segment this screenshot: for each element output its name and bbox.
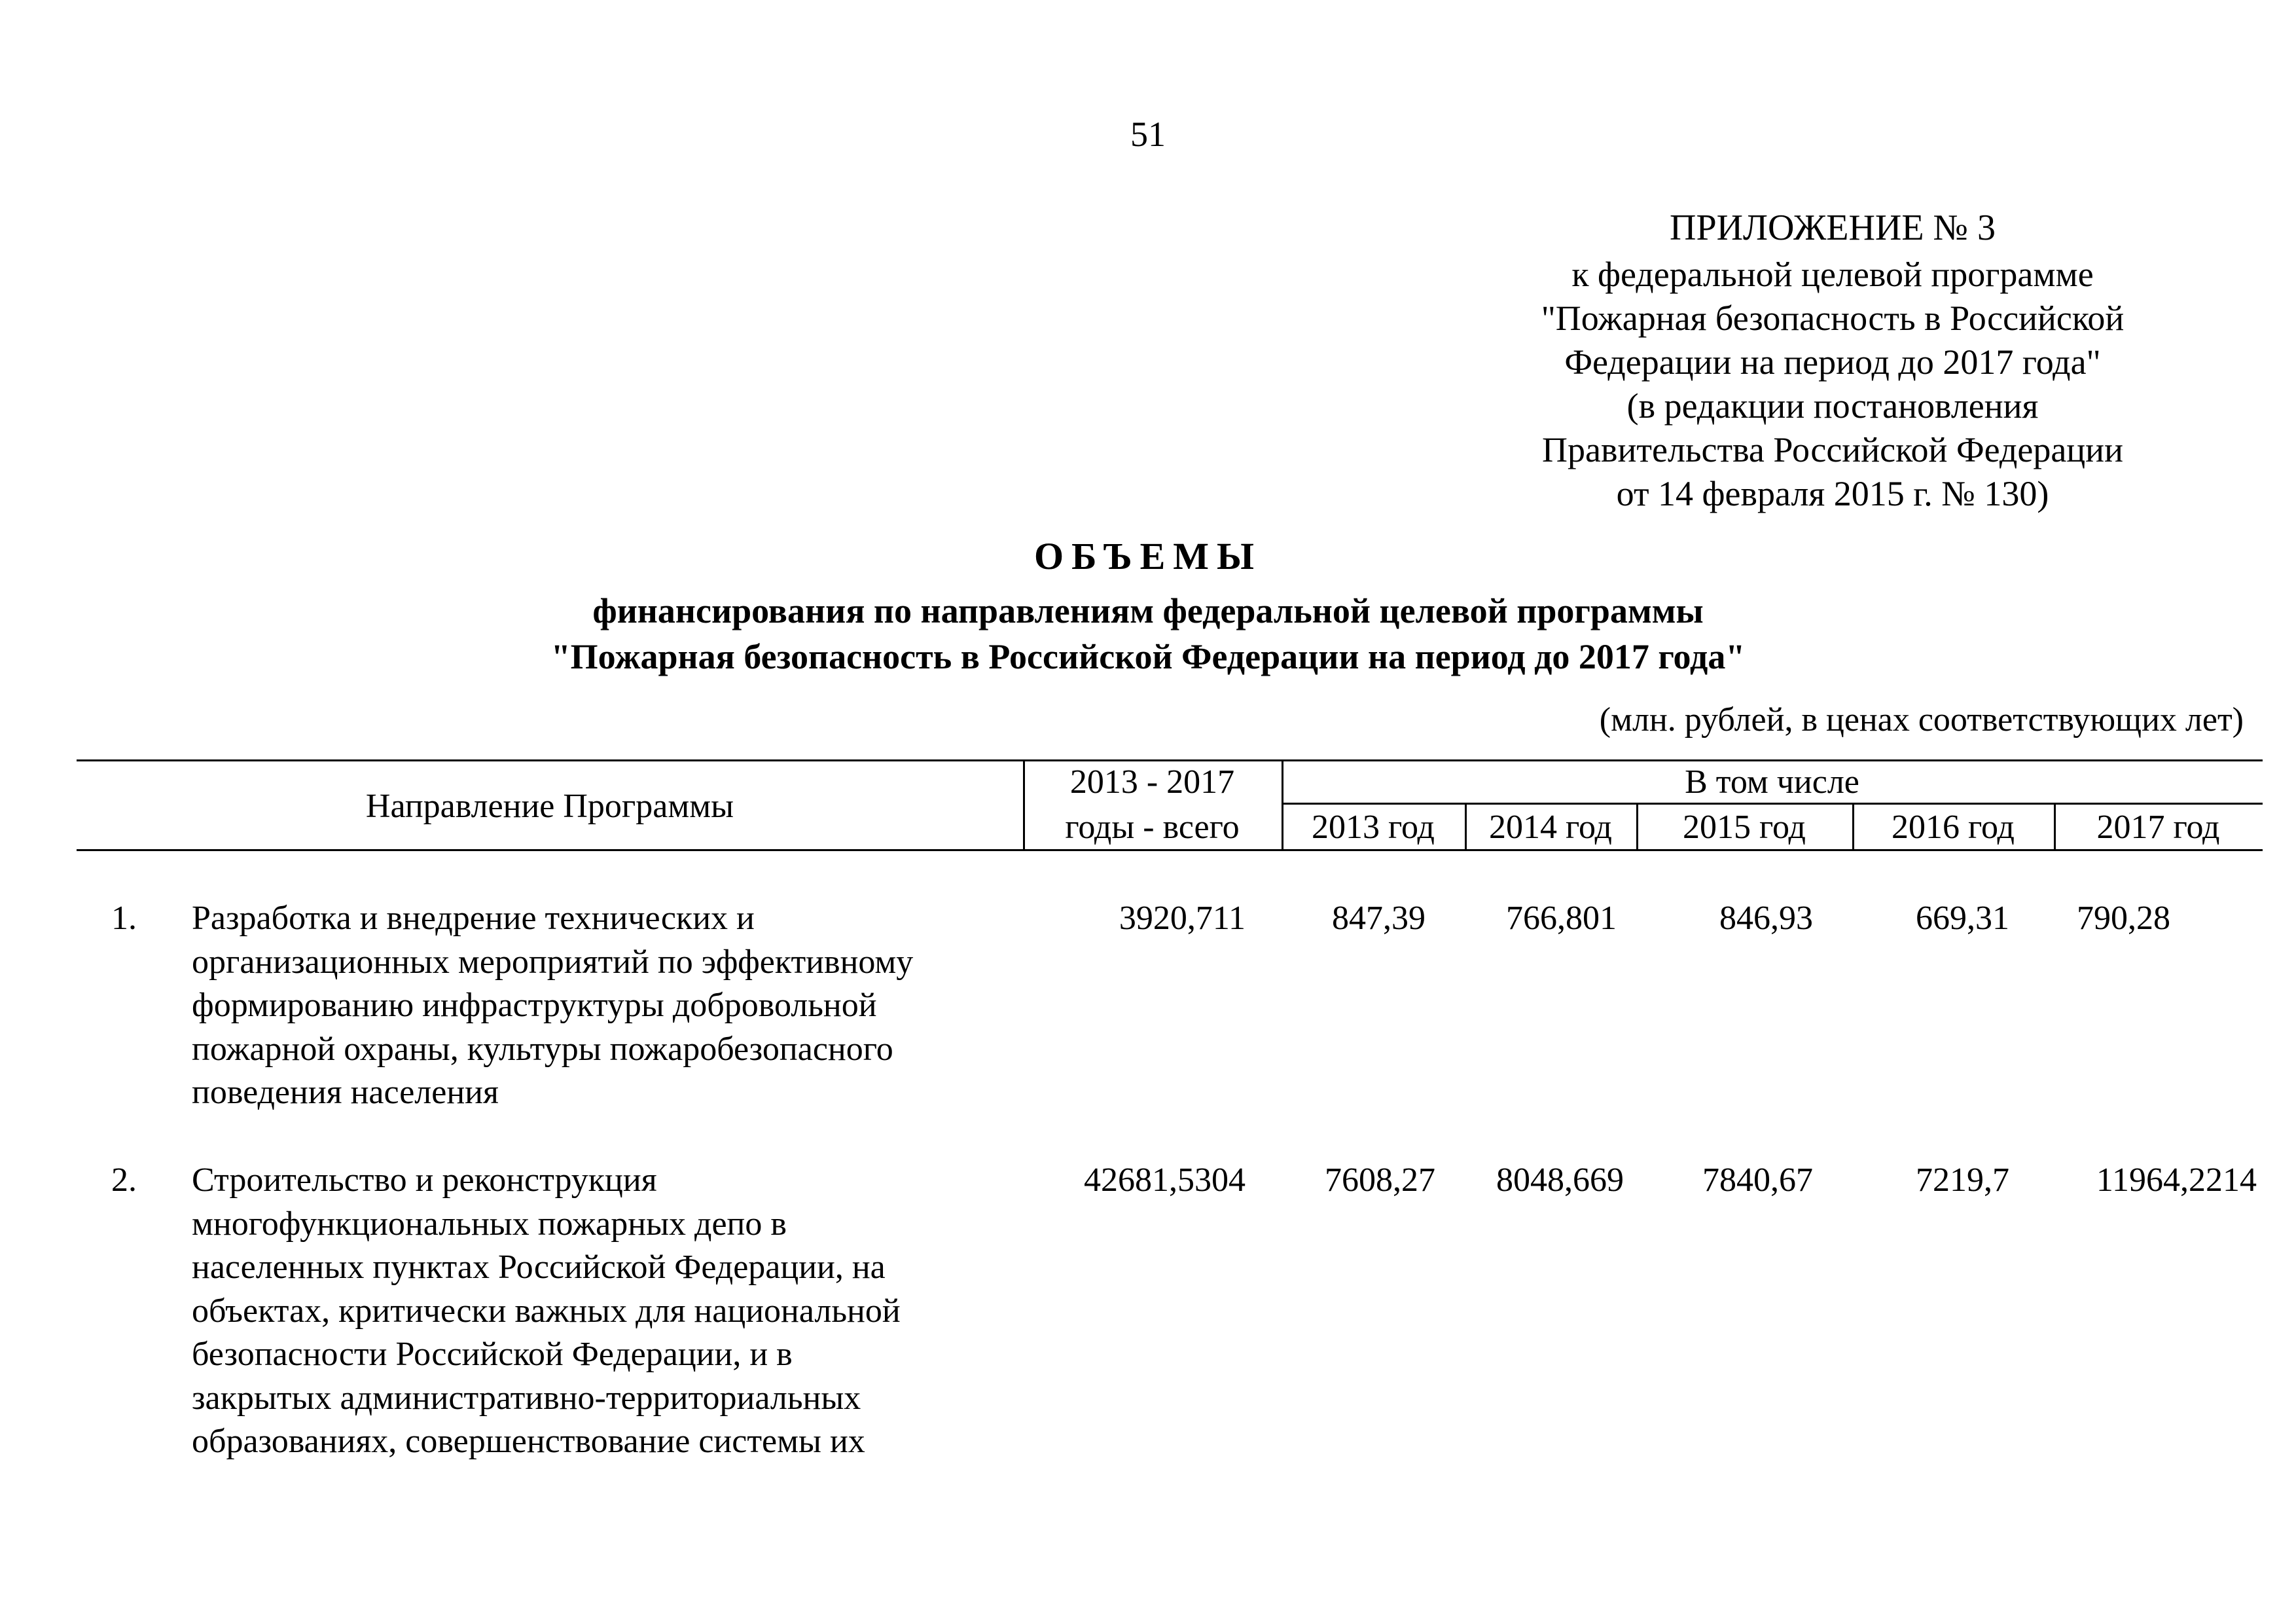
header-year: 2014 год bbox=[1489, 809, 1612, 846]
appendix-line: "Пожарная безопасность в Российской bbox=[1541, 299, 2125, 338]
row-direction-line: Строительство и реконструкция bbox=[192, 1161, 657, 1199]
row-value-2017: 11964,2214 bbox=[2096, 1161, 2257, 1199]
subtitle-line: финансирования по направлениям федеральной целевой программы bbox=[592, 591, 1704, 630]
row-direction bbox=[192, 1159, 1023, 1464]
row-direction-line: многофункциональных пожарных депо в bbox=[192, 1205, 787, 1243]
appendix-block bbox=[1374, 203, 2291, 516]
header-year: 2015 год bbox=[1683, 809, 1806, 846]
row-value-2013: 7608,27 bbox=[1325, 1161, 1435, 1199]
row-direction-line: поведения населения bbox=[192, 1074, 499, 1111]
row-direction-line: формированию инфраструктуры добровольной bbox=[192, 987, 877, 1024]
header-total-line1: 2013 - 2017 bbox=[1069, 763, 1235, 801]
row-value-2017: 790,28 bbox=[2077, 900, 2170, 937]
document-title: ОБЪЕМЫ bbox=[1033, 535, 1262, 577]
subtitle-line: "Пожарная безопасность в Российской Федерации на период до 2017 года" bbox=[550, 637, 1746, 676]
row-value-2015: 7840,67 bbox=[1702, 1161, 1813, 1199]
row-value-2014: 8048,669 bbox=[1496, 1161, 1624, 1199]
header-direction: Направление Программы bbox=[365, 788, 734, 825]
header-year: 2013 год bbox=[1312, 809, 1435, 846]
row-direction-line: населенных пунктах Российской Федерации, на bbox=[192, 1249, 886, 1286]
row-total: 42681,5304 bbox=[1084, 1161, 1246, 1199]
units-note: (млн. рублей, в ценах соответствующих лет) bbox=[1599, 701, 2244, 739]
header-including: В том числе bbox=[1685, 763, 1859, 801]
appendix-line: Правительства Российской Федерации bbox=[1542, 430, 2123, 469]
appendix-line: от 14 февраля 2015 г. № 130) bbox=[1616, 474, 2049, 513]
appendix-line: (в редакции постановления bbox=[1626, 386, 2039, 426]
row-value-2014: 766,801 bbox=[1506, 900, 1617, 937]
page-number: 51 bbox=[1130, 115, 1166, 154]
appendix-line: к федеральной целевой программе bbox=[1571, 255, 2094, 294]
row-direction-line: пожарной охраны, культуры пожаробезопасного bbox=[192, 1030, 893, 1068]
appendix-line: Федерации на период до 2017 года" bbox=[1564, 342, 2101, 382]
header-year: 2017 год bbox=[2096, 809, 2220, 846]
row-value-2015: 846,93 bbox=[1719, 900, 1813, 937]
header-year: 2016 год bbox=[1892, 809, 2015, 846]
document-subtitle bbox=[0, 588, 2296, 680]
row-number: 1. bbox=[111, 900, 137, 937]
row-number: 2. bbox=[111, 1161, 137, 1199]
row-direction-line: Разработка и внедрение технических и bbox=[192, 900, 755, 937]
row-value-2016: 669,31 bbox=[1916, 900, 2009, 937]
row-direction-line: образованиях, совершенствование системы их bbox=[192, 1423, 865, 1460]
appendix-title: ПРИЛОЖЕНИЕ № 3 bbox=[1670, 208, 1996, 248]
row-direction bbox=[192, 897, 1023, 1115]
row-direction-line: безопасности Российской Федерации, и в bbox=[192, 1336, 793, 1373]
table-header-bottom-rule bbox=[77, 849, 2263, 851]
row-direction-line: закрытых административно-территориальных bbox=[192, 1379, 861, 1417]
row-total: 3920,711 bbox=[1119, 900, 1246, 937]
row-direction-line: объектах, критически важных для национальной bbox=[192, 1292, 901, 1330]
row-direction-line: организационных мероприятий по эффективному bbox=[192, 943, 914, 981]
row-value-2016: 7219,7 bbox=[1916, 1161, 2009, 1199]
header-total-line2: годы - всего bbox=[1065, 809, 1240, 846]
row-value-2013: 847,39 bbox=[1332, 900, 1426, 937]
